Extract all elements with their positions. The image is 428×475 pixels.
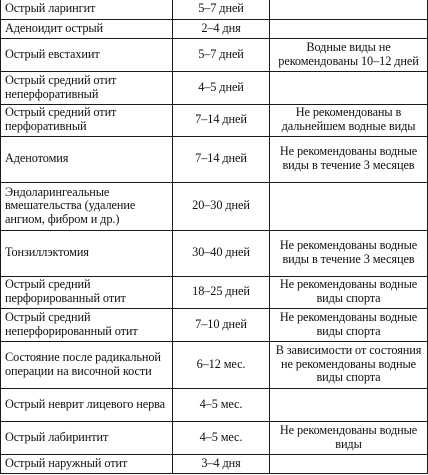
table-row — [1, 136, 428, 182]
term-cell: 3–4 дня — [173, 454, 270, 473]
term-cell: 7–10 дней — [173, 308, 270, 341]
term-cell: 7–14 дней — [173, 136, 270, 182]
note-cell — [270, 182, 428, 230]
term-cell: 4–5 мес. — [173, 421, 270, 454]
table-row — [1, 308, 428, 341]
term-cell: 5–7 дней — [173, 0, 270, 19]
table-row — [1, 341, 428, 388]
condition-cell: Аденоидит острый — [1, 19, 173, 38]
condition-cell: Острый лабиринтит — [1, 421, 173, 454]
note-cell: В зависимости от состояния не рекомендованы водные виды спорта — [270, 341, 428, 388]
condition-cell: Состояние после радикальной операции на височной кости — [1, 341, 173, 388]
note-cell: Не рекомендованы в дальнейшем водные виды — [270, 104, 428, 136]
note-cell — [270, 71, 428, 104]
table-row — [1, 230, 428, 276]
note-cell: Не рекомендованы водные виды спорта — [270, 308, 428, 341]
condition-cell: Острый ларингит — [1, 0, 173, 19]
term-cell: 4–5 мес. — [173, 388, 270, 421]
term-cell: 20–30 дней — [173, 182, 270, 230]
term-cell: 18–25 дней — [173, 276, 270, 308]
table-row — [1, 182, 428, 230]
condition-cell: Острый средний отит перфоративный — [1, 104, 173, 136]
table-row — [1, 454, 428, 473]
note-cell — [270, 19, 428, 38]
condition-cell: Острый средний перфорированный отит — [1, 276, 173, 308]
condition-cell: Острый неврит лицевого нерва — [1, 388, 173, 421]
condition-cell: Острый евстахиит — [1, 38, 173, 71]
condition-cell: Аденотомия — [1, 136, 173, 182]
condition-cell: Острый наружный отит — [1, 454, 173, 473]
note-cell — [270, 0, 428, 19]
condition-cell: Тонзиллэктомия — [1, 230, 173, 276]
note-cell: Водные виды не рекомендованы 10–12 дней — [270, 38, 428, 71]
condition-cell: Острый средний отит неперфоративный — [1, 71, 173, 104]
term-cell: 5–7 дней — [173, 38, 270, 71]
table-row — [1, 276, 428, 308]
table-row — [1, 104, 428, 136]
term-cell: 6–12 мес. — [173, 341, 270, 388]
condition-cell: Эндоларингеальные вмешательства (удаление ангиом, фибром и др.) — [1, 182, 173, 230]
table-row — [1, 38, 428, 71]
table-row — [1, 0, 428, 19]
term-cell: 2–4 дня — [173, 19, 270, 38]
term-cell: 4–5 дней — [173, 71, 270, 104]
table-row — [1, 71, 428, 104]
note-cell — [270, 454, 428, 473]
table-row — [1, 421, 428, 454]
table-row — [1, 388, 428, 421]
note-cell — [270, 388, 428, 421]
term-cell: 30–40 дней — [173, 230, 270, 276]
note-cell: Не рекомендованы водные виды спорта — [270, 276, 428, 308]
condition-cell: Острый средний неперфорированный отит — [1, 308, 173, 341]
note-cell: Не рекомендованы водные виды — [270, 421, 428, 454]
table-row — [1, 19, 428, 38]
note-cell: Не рекомендованы водные виды в течение 3 месяцев — [270, 136, 428, 182]
note-cell: Не рекомендованы водные виды в течение 3 месяцев — [270, 230, 428, 276]
term-cell: 7–14 дней — [173, 104, 270, 136]
